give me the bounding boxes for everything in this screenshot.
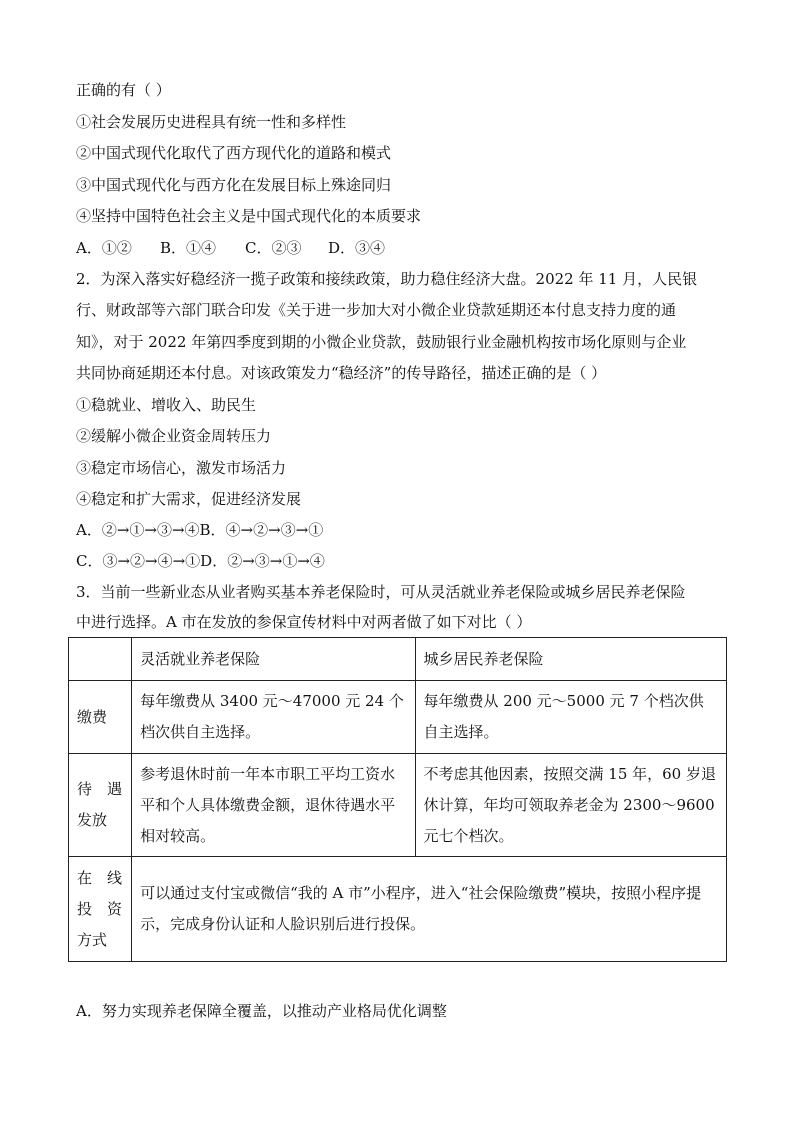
payment-resident-cell: 每年缴费从 200 元～5000 元 7 个档次供自主选择。 xyxy=(415,681,726,754)
payment-flexible-cell: 每年缴费从 3400 元～47000 元 24 个档次供自主选择。 xyxy=(132,681,415,754)
q1-option-a: A．①② xyxy=(76,239,132,257)
q3-stem-line-1: 3．当前一些新业态从业者购买基本养老保险时，可从灵活就业养老保险或城乡居民养老保险 xyxy=(76,583,686,601)
q2-options-cd: C．③→②→④→①D．②→③→①→④ xyxy=(76,552,325,570)
q2-stem-line-1: 2．为深入落实好稳经济一揽子政策和接续政策，助力稳住经济大盘。2022 年 11 月，人民银 xyxy=(76,270,698,288)
row-label-online-line-1: 在 线 xyxy=(77,868,123,887)
row-label-online-method xyxy=(69,857,132,962)
q2-statement-4: ④稳定和扩大需求，促进经济发展 xyxy=(76,490,302,508)
row-label-online-line-2: 投 资 xyxy=(77,899,123,918)
q1-statement-4: ④坚持中国特色社会主义是中国式现代化的本质要求 xyxy=(76,207,422,225)
header-flexible-employment-pension: 灵活就业养老保险 xyxy=(132,638,415,681)
q1-statement-2: ②中国式现代化取代了西方现代化的道路和模式 xyxy=(76,144,392,162)
q1-option-c: C．②③ xyxy=(245,239,302,257)
q3-option-a: A．努力实现养老保障全覆盖，以推动产业格局优化调整 xyxy=(76,1002,447,1020)
table-corner-cell xyxy=(69,638,132,681)
table-row-benefits xyxy=(69,754,727,857)
benefits-flexible-cell: 参考退休时前一年本市职工平均工资水平和个人具体缴费金额，退休待遇水平相对较高。 xyxy=(132,754,415,857)
row-label-benefits-line-1: 待 遇 xyxy=(77,780,123,798)
header-urban-rural-resident-pension: 城乡居民养老保险 xyxy=(415,638,726,681)
q1-stem-tail: 正确的有（ ） xyxy=(76,81,171,99)
q2-options-ab: A．②→①→③→④B．④→②→③→① xyxy=(76,521,324,539)
q3-stem-line-2: 中进行选择。A 市在发放的参保宣传材料中对两者做了如下对比（ ） xyxy=(76,613,532,631)
q1-option-b: B．①④ xyxy=(160,239,217,257)
table-row-payment xyxy=(69,681,727,754)
table-header-row xyxy=(69,638,727,681)
benefits-resident-cell: 不考虑其他因素，按照交满 15 年，60 岁退休计算，年均可领取养老金为 2300～9600 元七个档次。 xyxy=(415,754,726,857)
pension-comparison-table xyxy=(68,637,727,962)
q2-stem-line-4: 共同协商延期还本付息。对该政策发力“稳经济”的传导路径，描述正确的是（ ） xyxy=(76,364,607,382)
table-row-online-method xyxy=(69,857,727,962)
q2-statement-2: ②缓解小微企业资金周转压力 xyxy=(76,427,272,445)
row-label-payment: 缴费 xyxy=(69,681,132,754)
row-label-online-line-3: 方式 xyxy=(77,930,108,949)
q1-option-d: D．③④ xyxy=(328,239,386,257)
row-label-benefits-line-2: 发放 xyxy=(77,811,108,829)
q1-statement-1: ①社会发展历史进程具有统一性和多样性 xyxy=(76,113,347,131)
q2-statement-3: ③稳定市场信心，激发市场活力 xyxy=(76,459,287,477)
online-method-merged-cell: 可以通过支付宝或微信“我的 A 市”小程序，进入“社会保险缴费”模块，按照小程序提示，完成身份认证和人脸识别后进行投保。 xyxy=(132,857,727,962)
q2-stem-line-3: 知》，对于 2022 年第四季度到期的小微企业贷款，鼓励银行业金融机构按市场化原则与企业 xyxy=(76,333,687,351)
q2-stem-line-2: 行、财政部等六部门联合印发《关于进一步加大对小微企业贷款延期还本付息支持力度的通 xyxy=(76,301,677,319)
row-label-benefits xyxy=(69,754,132,857)
q2-statement-1: ①稳就业、增收入、助民生 xyxy=(76,396,257,414)
q1-statement-3: ③中国式现代化与西方化在发展目标上殊途同归 xyxy=(76,176,392,194)
